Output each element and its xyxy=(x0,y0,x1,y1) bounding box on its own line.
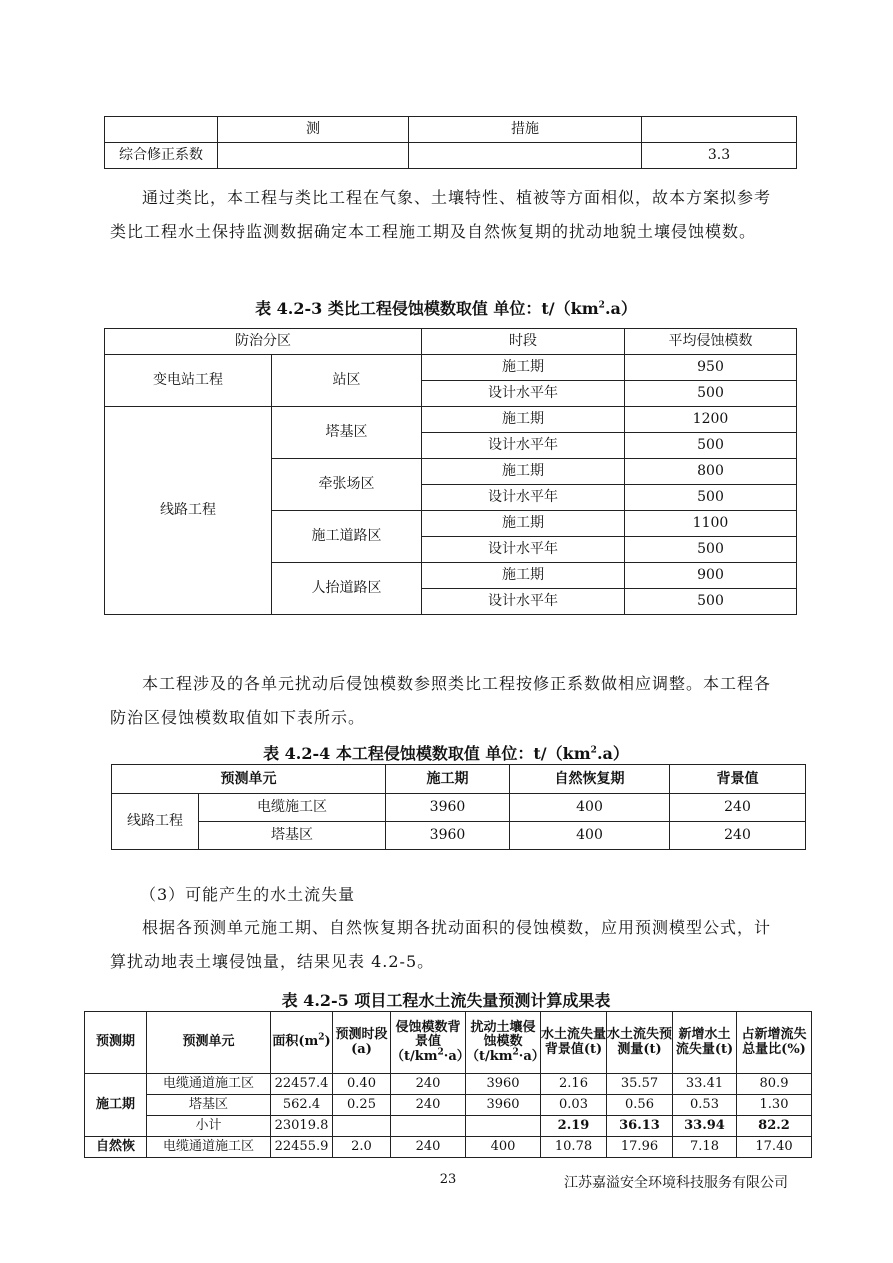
unit-cell: 塔基区 xyxy=(199,822,386,850)
header-cell xyxy=(391,1012,470,1074)
period-cell: 设计水平年 xyxy=(422,485,625,511)
paragraph-text: 根据各预测单元施工期、自然恢复期各扰动面积的侵蚀模数，应用预测模型公式，计算扰动地表土壤侵蚀量，结果见表 4.2-5。 xyxy=(110,918,772,971)
value-cell: 0.56 xyxy=(607,1095,673,1116)
zone-cell: 塔基区 xyxy=(272,407,422,459)
value-cell: 3960 xyxy=(386,822,510,850)
period-cell: 设计水平年 xyxy=(422,433,625,459)
caption-text: .a） xyxy=(604,299,637,318)
project-cell: 线路工程 xyxy=(105,407,272,615)
cell xyxy=(642,117,797,143)
header-cell: 预测单元 xyxy=(147,1012,271,1074)
header-text: （t/km xyxy=(466,1048,513,1064)
value-cell: 500 xyxy=(625,485,797,511)
value-cell: 500 xyxy=(625,381,797,407)
value-cell: 17.96 xyxy=(607,1137,673,1158)
caption-sup: 2 xyxy=(590,745,597,756)
value-cell: 2.16 xyxy=(541,1074,607,1095)
period-cell: 施工期 xyxy=(85,1074,147,1137)
header-sup: 2 xyxy=(512,1047,519,1058)
value-cell: 1.30 xyxy=(737,1095,812,1116)
value-cell: 17.40 xyxy=(737,1137,812,1158)
value-cell: 3960 xyxy=(386,794,510,822)
cell: 测 xyxy=(218,117,409,143)
table-caption-4-2-5: 表 4.2-5 项目工程水土流失量预测计算成果表 xyxy=(281,991,611,1010)
header-text: 侵蚀模数背景值 xyxy=(395,1019,461,1050)
value-cell: 240 xyxy=(391,1074,466,1095)
period-cell: 施工期 xyxy=(422,407,625,433)
paragraph-text: 通过类比，本工程与类比工程在气象、土壤特性、植被等方面相似，故本方案拟参考类比工程水土保持监测数据确定本工程施工期及自然恢复期的扰动地貌土壤侵蚀模数。 xyxy=(110,188,772,241)
value-cell: 900 xyxy=(625,563,797,589)
header-cell: 预测期 xyxy=(85,1012,147,1074)
header-sup: 2 xyxy=(437,1047,444,1058)
table-4-2-5 xyxy=(84,1011,812,1158)
paragraph-text: 本工程涉及的各单元扰动后侵蚀模数参照类比工程按修正系数做相应调整。本工程各防治区侵蚀模数取值如下表所示。 xyxy=(110,674,772,727)
value-cell: 400 xyxy=(510,822,670,850)
period-cell: 施工期 xyxy=(422,511,625,537)
paragraph-analogy xyxy=(110,181,782,249)
project-cell: 线路工程 xyxy=(112,794,199,850)
value-cell: 23019.8 xyxy=(271,1116,333,1137)
header-cell: 水土流失预测量(t) xyxy=(607,1012,673,1074)
header-text: ·a） xyxy=(518,1048,545,1064)
unit-cell: 电缆通道施工区 xyxy=(147,1074,271,1095)
header-sup: 2 xyxy=(318,1032,325,1043)
caption-text: 表 4.2-3 类比工程侵蚀模数取值 单位：t/（km xyxy=(255,299,599,318)
value-cell: 0.53 xyxy=(673,1095,737,1116)
unit-cell: 塔基区 xyxy=(147,1095,271,1116)
value-cell: 0.03 xyxy=(541,1095,607,1116)
value-cell: 80.9 xyxy=(737,1074,812,1095)
table-top-partial xyxy=(104,116,797,169)
paragraph-adjust xyxy=(110,667,782,735)
value-cell: 33.41 xyxy=(673,1074,737,1095)
section-heading: （3）可能产生的水土流失量 xyxy=(140,885,356,904)
cell xyxy=(218,143,409,169)
value-cell: 2.0 xyxy=(333,1137,391,1158)
cell: 措施 xyxy=(409,117,642,143)
value-cell: 82.2 xyxy=(737,1116,812,1137)
cell: 综合修正系数 xyxy=(105,143,218,169)
period-cell: 施工期 xyxy=(422,355,625,381)
header-cell: 新增水土流失量(t) xyxy=(673,1012,737,1074)
value-cell: 10.78 xyxy=(541,1137,607,1158)
zone-cell: 站区 xyxy=(272,355,422,407)
value-cell: 400 xyxy=(510,794,670,822)
value-cell: 1200 xyxy=(625,407,797,433)
period-cell: 施工期 xyxy=(422,563,625,589)
value-cell: 562.4 xyxy=(271,1095,333,1116)
header-text: （t/km xyxy=(391,1048,438,1064)
header-cell: 时段 xyxy=(422,329,625,355)
paragraph-prediction xyxy=(110,911,782,979)
value-cell xyxy=(391,1116,466,1137)
value-cell: 500 xyxy=(625,589,797,615)
zone-cell: 人抬道路区 xyxy=(272,563,422,615)
header-unit xyxy=(466,1047,545,1065)
value-cell: 500 xyxy=(625,433,797,459)
caption-sup: 2 xyxy=(598,300,605,311)
value-cell xyxy=(466,1116,541,1137)
value-cell: 22457.4 xyxy=(271,1074,333,1095)
table-4-2-4 xyxy=(111,764,806,850)
footer-company: 江苏嘉溢安全环境科技服务有限公司 xyxy=(564,1175,788,1191)
value-cell: 240 xyxy=(670,822,806,850)
value-cell: 0.25 xyxy=(333,1095,391,1116)
header-cell: 预测单元 xyxy=(112,765,386,794)
cell: 3.3 xyxy=(642,143,797,169)
header-cell xyxy=(271,1012,333,1074)
period-cell: 设计水平年 xyxy=(422,381,625,407)
value-cell: 500 xyxy=(625,537,797,563)
header-cell: 预测时段(a) xyxy=(333,1012,391,1074)
value-cell: 7.18 xyxy=(673,1137,737,1158)
page-number: 23 xyxy=(439,1172,457,1187)
value-cell: 240 xyxy=(391,1095,466,1116)
value-cell: 240 xyxy=(391,1137,466,1158)
table-caption-4-2-4 xyxy=(110,741,782,764)
value-cell: 800 xyxy=(625,459,797,485)
caption-text: .a） xyxy=(596,744,629,763)
value-cell: 0.40 xyxy=(333,1074,391,1095)
value-cell: 240 xyxy=(670,794,806,822)
header-unit xyxy=(391,1047,470,1065)
header-cell: 占新增流失总量比(%) xyxy=(737,1012,812,1074)
header-cell: 水土流失量背景值(t) xyxy=(541,1012,607,1074)
header-text: 扰动土壤侵蚀模数 xyxy=(470,1019,536,1050)
header-cell: 背景值 xyxy=(670,765,806,794)
value-cell: 36.13 xyxy=(607,1116,673,1137)
period-cell: 施工期 xyxy=(422,459,625,485)
header-cell: 防治分区 xyxy=(105,329,422,355)
period-cell: 设计水平年 xyxy=(422,589,625,615)
value-cell: 3960 xyxy=(466,1074,541,1095)
value-cell: 3960 xyxy=(466,1095,541,1116)
header-text: ) xyxy=(324,1034,331,1050)
value-cell: 400 xyxy=(466,1137,541,1158)
zone-cell: 施工道路区 xyxy=(272,511,422,563)
header-cell: 施工期 xyxy=(386,765,510,794)
value-cell: 35.57 xyxy=(607,1074,673,1095)
header-text: ·a） xyxy=(443,1048,470,1064)
table-caption-4-2-3 xyxy=(110,296,782,319)
value-cell: 1100 xyxy=(625,511,797,537)
project-cell: 变电站工程 xyxy=(105,355,272,407)
value-cell xyxy=(333,1116,391,1137)
cell xyxy=(409,143,642,169)
table-4-2-3 xyxy=(104,328,797,615)
caption-text: 表 4.2-4 本工程侵蚀模数取值 单位：t/（km xyxy=(263,744,591,763)
unit-cell: 电缆通道施工区 xyxy=(147,1137,271,1158)
cell xyxy=(105,117,218,143)
header-text: 面积(m xyxy=(272,1034,319,1050)
value-cell: 33.94 xyxy=(673,1116,737,1137)
unit-cell: 电缆施工区 xyxy=(199,794,386,822)
header-cell xyxy=(466,1012,545,1074)
period-cell: 自然恢 xyxy=(85,1137,147,1158)
header-cell: 平均侵蚀模数 xyxy=(625,329,797,355)
period-cell: 设计水平年 xyxy=(422,537,625,563)
unit-cell: 小计 xyxy=(147,1116,271,1137)
value-cell: 950 xyxy=(625,355,797,381)
zone-cell: 牵张场区 xyxy=(272,459,422,511)
value-cell: 2.19 xyxy=(541,1116,607,1137)
header-cell: 自然恢复期 xyxy=(510,765,670,794)
value-cell: 22455.9 xyxy=(271,1137,333,1158)
